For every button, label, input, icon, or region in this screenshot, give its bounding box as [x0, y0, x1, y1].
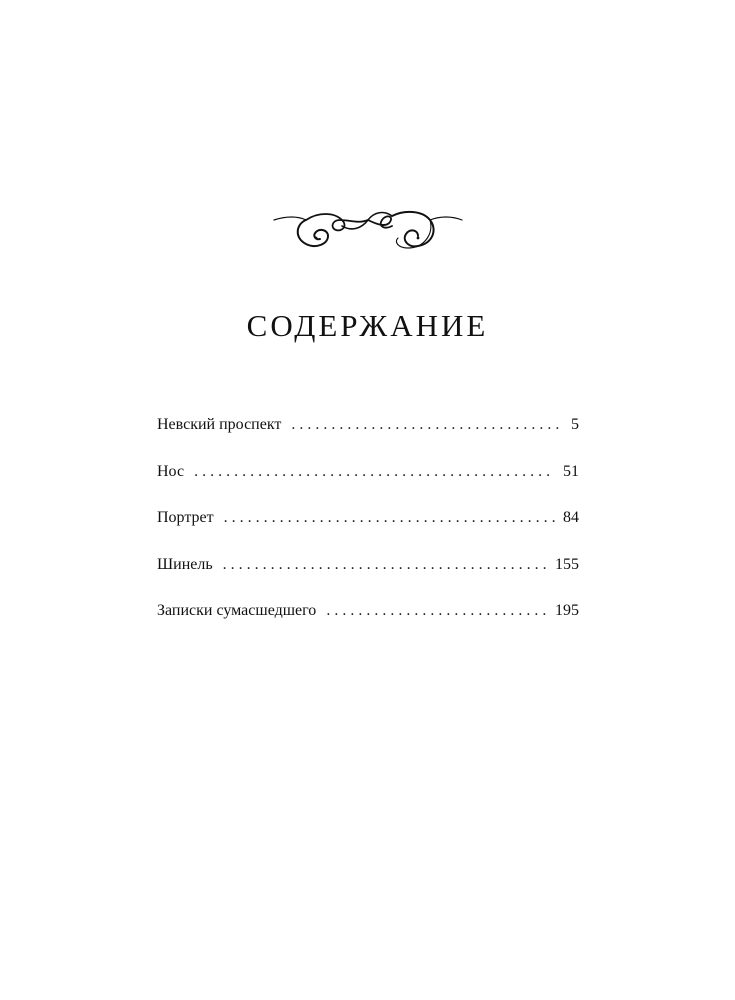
- toc-entry-page: 195: [555, 602, 579, 619]
- table-of-contents: [157, 412, 579, 645]
- toc-entry-title: Записки сумасшедшего: [157, 602, 317, 619]
- toc-entry-page: 51: [563, 462, 579, 480]
- dot-leader: [223, 552, 547, 578]
- dot-leader: [326, 598, 547, 624]
- toc-entry[interactable]: [157, 552, 579, 599]
- toc-entry-title: Нос: [157, 462, 185, 480]
- toc-entry[interactable]: [157, 598, 579, 645]
- toc-entry-page: 5: [571, 416, 579, 433]
- flourish-ornament-icon: [272, 208, 464, 254]
- dot-leader: [291, 412, 563, 438]
- dot-leader: [194, 459, 555, 485]
- toc-entry-page: 84: [563, 509, 579, 526]
- toc-entry-page: 155: [555, 555, 579, 573]
- toc-entry-title: Шинель: [157, 555, 213, 573]
- toc-entry-title: Невский проспект: [157, 416, 282, 433]
- dot-leader: [224, 505, 555, 531]
- page-title: СОДЕРЖАНИЕ: [246, 308, 489, 343]
- toc-entry[interactable]: [157, 412, 579, 459]
- toc-entry[interactable]: [157, 459, 579, 506]
- toc-entry[interactable]: [157, 505, 579, 552]
- toc-entry-title: Портрет: [157, 509, 214, 526]
